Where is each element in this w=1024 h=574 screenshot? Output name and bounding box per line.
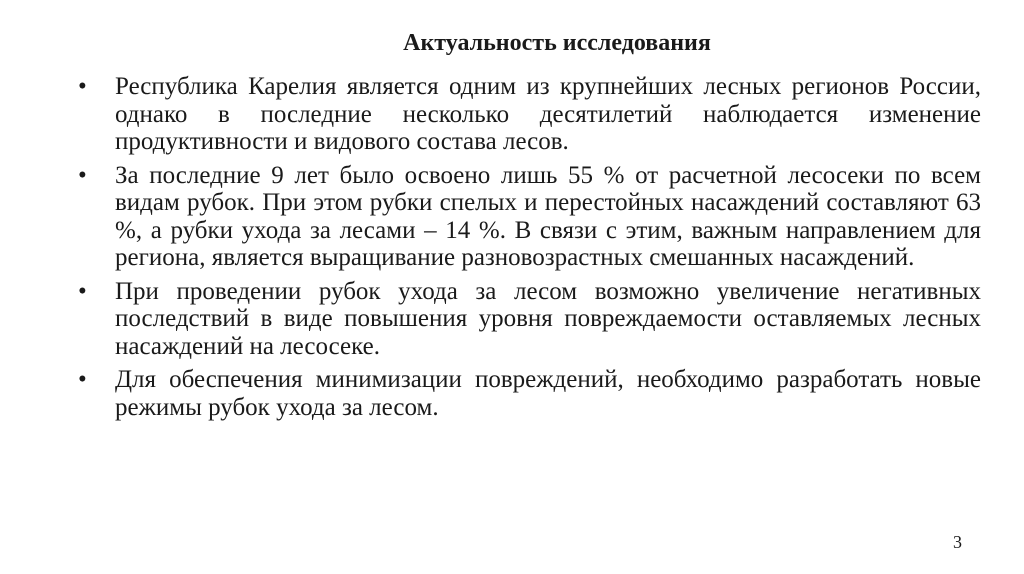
slide-title: Актуальность исследования xyxy=(403,30,711,56)
bullet-text: Республика Карелия является одним из крупнейших лесных регионов России, однако в последние несколько десятилетий наблюдается изменение продуктивности и видового состава лесов. xyxy=(115,73,981,155)
bullet-list xyxy=(78,73,981,427)
bullet-text: При проведении рубок ухода за лесом возможно увеличение негативных последствий в виде повышения уровня повреждаемости оставляемых лесных насаждений на лесосеке. xyxy=(115,277,981,360)
page-number: 3 xyxy=(953,532,962,552)
bullet-text: Для обеспечения минимизации повреждений, необходимо разработать новые режимы рубок ухода за лесом. xyxy=(115,366,981,421)
bullet-item xyxy=(78,73,981,156)
bullet-dot-icon: • xyxy=(78,366,87,393)
bullet-dot-icon: • xyxy=(78,277,87,305)
bullet-item xyxy=(78,278,981,361)
bullet-dot-icon: • xyxy=(78,73,87,100)
bullet-dot-icon: • xyxy=(78,161,87,189)
bullet-item xyxy=(78,366,981,421)
bullet-item xyxy=(78,162,981,272)
bullet-text: За последние 9 лет было освоено лишь 55 % от расчетной лесосеки по всем видам рубок. При этом рубки спелых и перестойных насаждений составляют 63 %, а рубки ухода за лесами – 14 %. В связи с этим, важным направлением для региона, является выращивание разновозрастных смешанных насаждений. xyxy=(115,161,981,271)
